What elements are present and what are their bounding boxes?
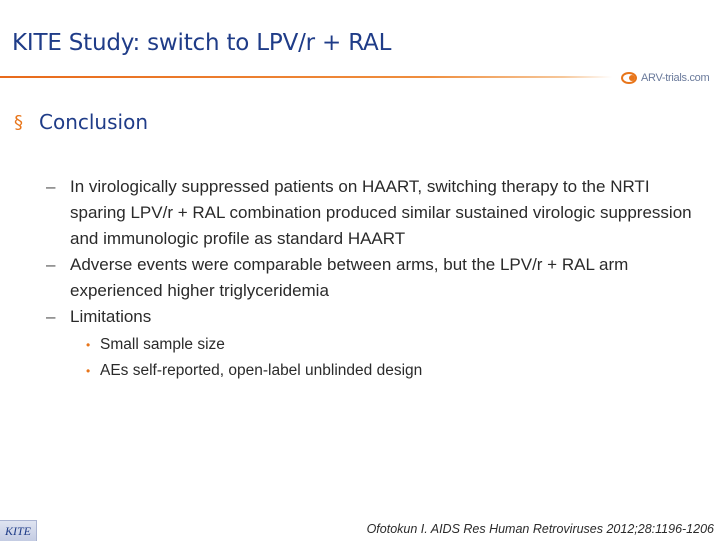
- conclusion-list: [46, 174, 706, 330]
- list-item: [46, 304, 706, 330]
- citation: Ofotokun I. AIDS Res Human Retroviruses 2012;28:1196-1206: [366, 522, 714, 536]
- limitations-list: [86, 332, 422, 384]
- dash-marker: –: [46, 177, 56, 196]
- sub-list-item: [86, 358, 422, 384]
- title-divider: [0, 76, 612, 78]
- list-item-text: Adverse events were comparable between arms, but the LPV/r + RAL arm experienced higher triglyceridemia: [70, 255, 629, 300]
- arv-trials-logo: [620, 68, 709, 88]
- list-item-text: In virologically suppressed patients on HAART, switching therapy to the NRTI sparing LPV/r + RAL combination produced similar sustained virologic suppression and immunologic profile as standard HAART: [70, 177, 692, 248]
- section-bullet-icon: §: [14, 111, 23, 133]
- bullet-icon: •: [86, 364, 91, 378]
- list-item: [46, 174, 706, 252]
- dash-marker: –: [46, 255, 56, 274]
- section-heading: [14, 110, 148, 134]
- dash-marker: –: [46, 307, 56, 326]
- section-heading-text: Conclusion: [39, 110, 148, 134]
- bullet-icon: •: [86, 338, 91, 352]
- footer-badge-text: KITE: [4, 523, 31, 538]
- sub-list-item-text: AEs self-reported, open-label unblinded design: [100, 362, 423, 379]
- list-item-text: Limitations: [70, 307, 152, 326]
- sub-list-item-text: Small sample size: [100, 336, 225, 353]
- slide-title: KITE Study: switch to LPV/r + RAL: [12, 30, 392, 56]
- kite-footer-badge: [0, 520, 37, 541]
- logo-swirl-icon: [620, 70, 640, 86]
- sub-list-item: [86, 332, 422, 358]
- logo-text: ARV-trials.com: [641, 72, 710, 84]
- list-item: [46, 252, 706, 304]
